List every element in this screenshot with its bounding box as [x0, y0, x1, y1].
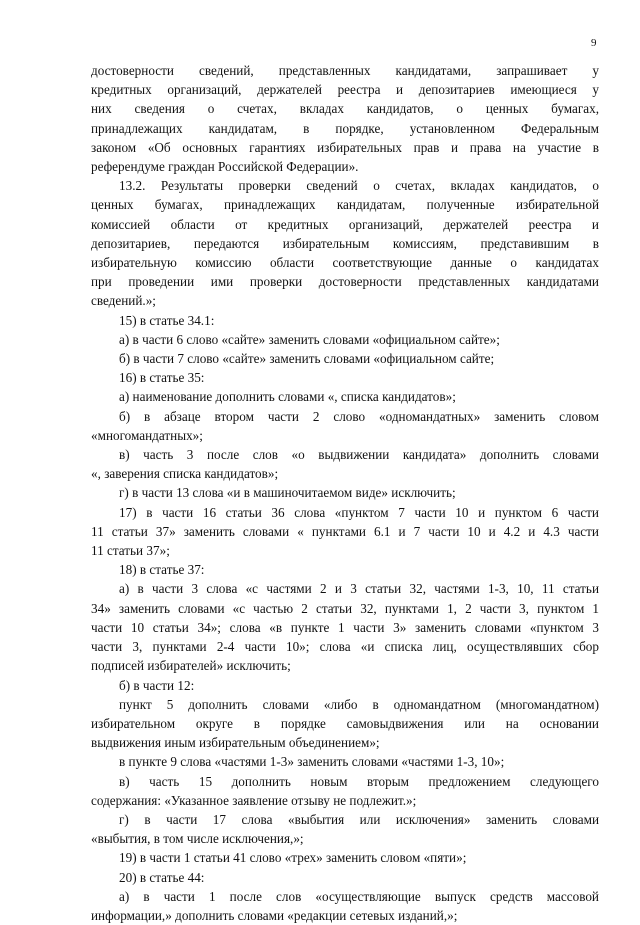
- text-line: 18) в статье 37:: [119, 562, 205, 578]
- text-line: части 3, пунктами 2-4 части 10»; слова «и списка лиц, осуществлявших сбор: [91, 639, 599, 655]
- text-line: «выбытия, в том числе исключения,»;: [91, 831, 304, 847]
- text-line: б) в абзаце втором части 2 слово «одномандатных» заменить словом: [119, 408, 599, 424]
- text-line: б) в части 7 слово «сайте» заменить словами «официальном сайте;: [119, 351, 495, 367]
- text-line: 13.2. Результаты проверки сведений о счетах, вкладах кандидатов, о: [119, 178, 599, 194]
- text-line: в) часть 15 дополнить новым вторым предложением следующего: [119, 773, 599, 789]
- text-line: выдвижения иным избирательным объединением»;: [91, 735, 380, 751]
- text-line: 15) в статье 34.1:: [119, 312, 215, 328]
- text-line: части 10 статьи 34»; слова «в пункте 1 части 3» заменить словами «пунктом 3: [91, 619, 599, 635]
- text-line: избирательном округе в порядке самовыдвижения или на основании: [91, 715, 599, 731]
- text-line: а) наименование дополнить словами «, списка кандидатов»;: [119, 389, 456, 405]
- text-line: них сведения о счетах, вкладах кандидатов, о ценных бумагах,: [91, 101, 599, 117]
- text-line: 19) в части 1 статьи 41 слово «трех» заменить словом «пяти»;: [119, 850, 467, 866]
- document-body: [91, 61, 599, 925]
- text-line: содержания: «Указанное заявление отзыву не подлежит.»;: [91, 792, 417, 808]
- text-line: в) часть 3 после слов «о выдвижении кандидата» дополнить словами: [119, 447, 599, 463]
- text-line: 16) в статье 35:: [119, 370, 205, 386]
- text-line: 11 статьи 37» заменить словами « пунктами 6.1 и 7 части 10 и 4.2 и 4.3 части: [91, 523, 599, 539]
- page-number: 9: [591, 37, 597, 49]
- text-line: принадлежащих кандидатам, в порядке, установленном Федеральным: [91, 120, 599, 136]
- text-line: в пункте 9 слова «частями 1-3» заменить словами «частями 1-3, 10»;: [119, 754, 505, 770]
- text-line: депозитариев, передаются избирательным комиссиям, представившим в: [91, 235, 599, 251]
- text-line: избирательную комиссию области соответствующие данные о кандидатах: [91, 255, 599, 271]
- text-line: сведений.»;: [91, 293, 156, 309]
- text-line: референдуме граждан Российской Федерации».: [91, 159, 359, 175]
- text-line: информации,» дополнить словами «редакции сетевых изданий,»;: [91, 907, 458, 923]
- text-line: 17) в части 16 статьи 36 слова «пунктом 7 части 10 и пунктом 6 части: [119, 504, 599, 520]
- text-line: пункт 5 дополнить словами «либо в одномандатном (многомандатном): [119, 696, 599, 712]
- text-line: г) в части 13 слова «и в машиночитаемом виде» исключить;: [119, 485, 456, 501]
- text-line: подписей избирателей» исключить;: [91, 658, 291, 674]
- text-line: 20) в статье 44:: [119, 869, 205, 885]
- text-line: б) в части 12:: [119, 677, 195, 693]
- text-line: а) в части 1 после слов «осуществляющие выпуск средств массовой: [119, 888, 599, 904]
- text-line: комиссией области от кредитных организаций, держателей реестра и: [91, 216, 599, 232]
- text-line: достоверности сведений, представленных кандидатами, запрашивает у: [91, 63, 599, 78]
- text-line: а) в части 3 слова «с частями 2 и 3 статьи 32, частями 1-3, 10, 11 статьи: [119, 581, 599, 597]
- text-line: «многомандатных»;: [91, 427, 203, 443]
- text-line: кредитных организаций, держателей реестра и депозитариев имеющиеся у: [91, 82, 599, 98]
- text-line: а) в части 6 слово «сайте» заменить словами «официальном сайте»;: [119, 331, 500, 347]
- text-line: законом «Об основных гарантиях избирательных прав и права на участие в: [91, 139, 599, 155]
- text-line: при проведении ими проверки достоверности представленных кандидатами: [91, 274, 599, 290]
- text-line: ценных бумагах, принадлежащих кандидатам, полученные избирательной: [91, 197, 599, 213]
- text-line: «, заверения списка кандидатов»;: [91, 466, 279, 482]
- text-line: 11 статьи 37»;: [91, 543, 170, 559]
- text-line: 34» заменить словами «с частью 2 статьи 32, пунктами 1, 2 части 3, пунктом 1: [91, 600, 599, 616]
- text-line: г) в части 17 слова «выбытия или исключения» заменить словами: [119, 811, 599, 827]
